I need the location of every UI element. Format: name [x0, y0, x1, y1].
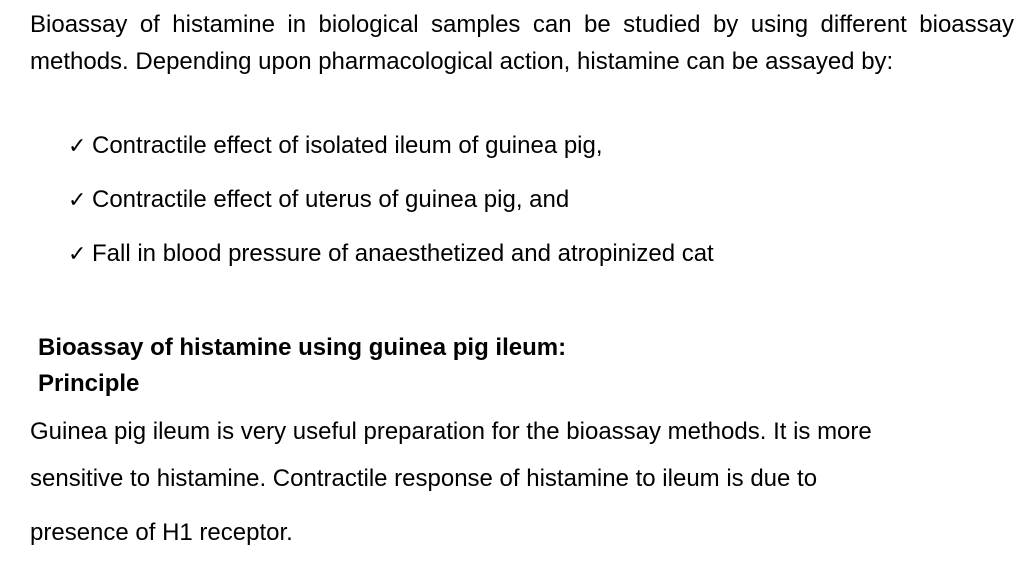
- list-item-text: Contractile effect of isolated ileum of guinea pig,: [92, 132, 603, 159]
- list-item-text: Fall in blood pressure of anaesthetized and atropinized cat: [92, 240, 714, 267]
- check-icon: ✓: [68, 241, 87, 266]
- principle-text-line: sensitive to histamine. Contractile response of histamine to ileum is due to: [30, 465, 818, 492]
- principle-text-line: presence of H1 receptor.: [30, 519, 293, 546]
- list-item: [68, 232, 714, 286]
- assay-method-list: [68, 124, 714, 286]
- principle-subheading: Principle: [38, 370, 140, 397]
- check-icon: ✓: [68, 133, 87, 158]
- list-item: [68, 124, 714, 178]
- list-item-text: Contractile effect of uterus of guinea pig, and: [92, 186, 570, 213]
- principle-text-line: Guinea pig ileum is very useful preparation for the bioassay methods. It is more: [30, 418, 872, 445]
- check-icon: ✓: [68, 187, 87, 212]
- section-heading: Bioassay of histamine using guinea pig ileum:: [38, 334, 567, 361]
- intro-paragraph: Bioassay of histamine in biological samples can be studied by using different bioassay methods. Depending upon pharmacological action, histamine can be assayed by:: [30, 11, 1014, 75]
- list-item: [68, 178, 714, 232]
